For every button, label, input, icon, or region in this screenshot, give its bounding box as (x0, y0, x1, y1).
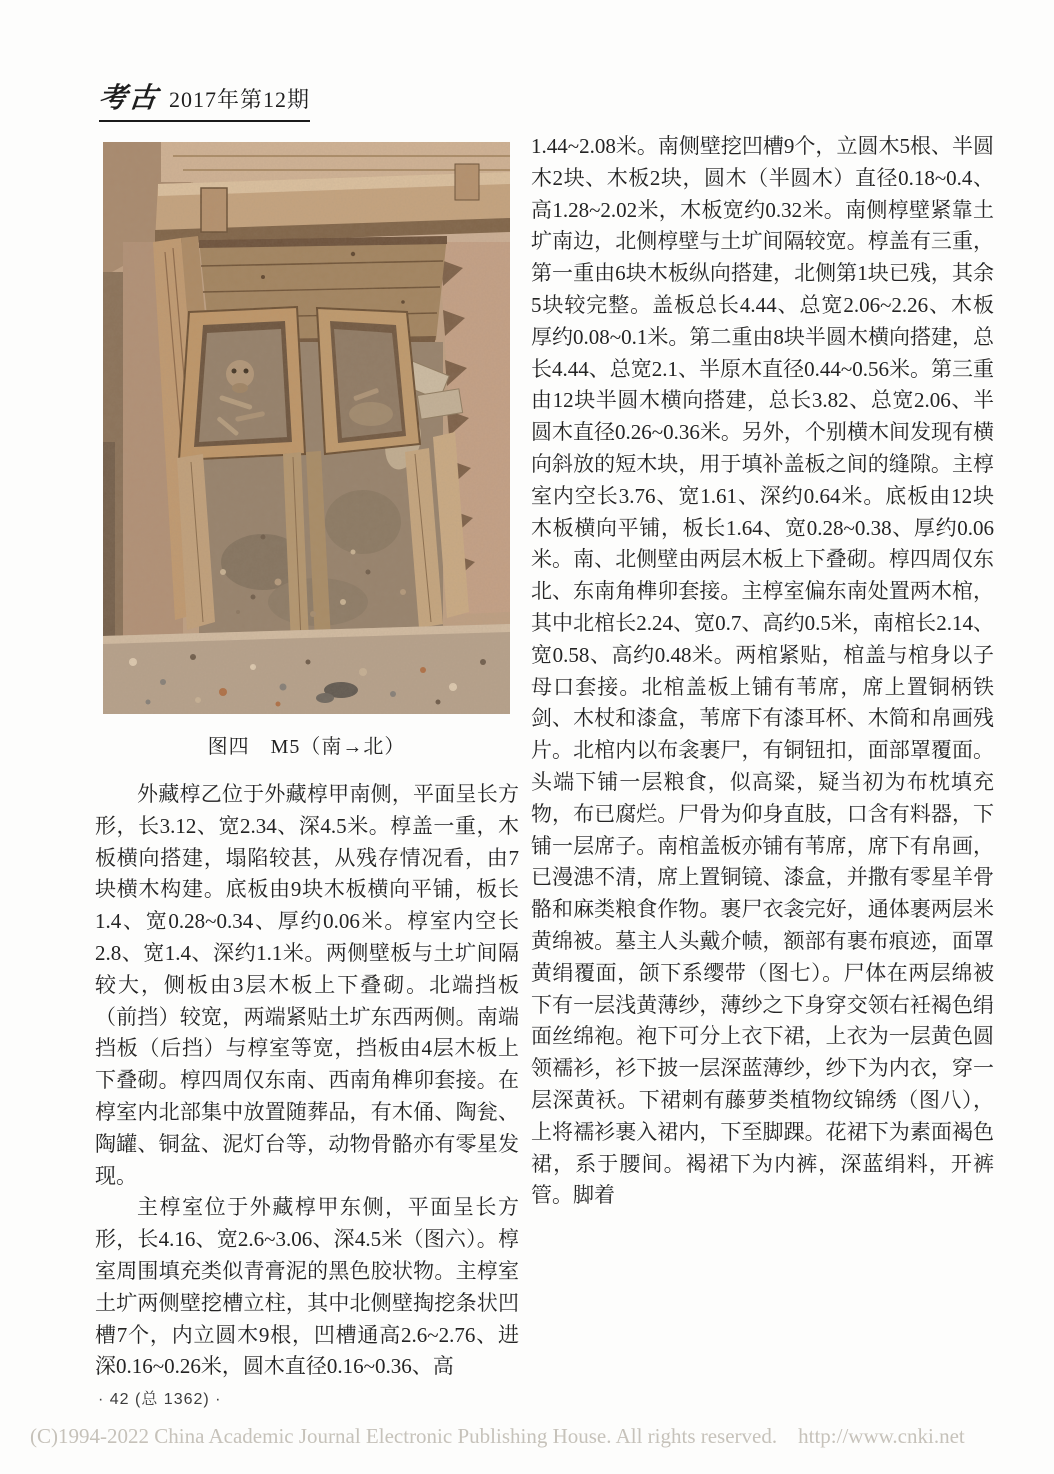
excavation-photo-art (103, 142, 510, 714)
figure-4 (103, 142, 510, 759)
paragraph-outer-coffin-b: 外藏椁乙位于外藏椁甲南侧，平面呈长方形，长3.12、宽2.34、深4.5米。椁盖一重，木板横向搭建，塌陷较甚，从残存情况看，由7块横木构建。底板由9块木板横向平铺，板长1.4、宽0.28~0.34、厚约0.06米。椁室内空长2.8、宽1.4、深约1.1米。两侧壁板与土圹间隔较大，侧板由3层木板上下叠砌。北端挡板（前挡）较宽，两端紧贴土圹东西两侧。南端挡板（后挡）与椁室等宽，挡板由4层木板上下叠砌。椁四周仅东南、西南角榫卯套接。在椁室内北部集中放置随葬品，有木俑、陶瓮、陶罐、铜盆、泥灯台等，动物骨骼亦有零星发现。 (95, 782, 519, 1188)
journal-header (99, 76, 310, 122)
paragraph-continuation: 1.44~2.08米。南侧壁挖凹槽9个，立圆木5根、半圆木2块、木板2块，圆木（半圆木）直径0.18~0.4、高1.28~2.02米，木板宽约0.32米。南侧椁壁紧靠土圹南边，北侧椁壁与土圹间隔较宽。椁盖有三重，第一重由6块木板纵向搭建，北侧第1块已残，其余5块较完整。盖板总长4.44、总宽2.06~2.26、木板厚约0.08~0.1米。第二重由8块半圆木横向搭建，总长4.44、总宽2.1、半原木直径0.44~0.56米。第三重由12块半圆木横向搭建，总长3.82、总宽2.06、半圆木直径0.26~0.36米。另外，个别横木间发现有横向斜放的短木块，用于填补盖板之间的缝隙。主椁室内空长3.76、宽1.61、深约0.64米。底板由12块木板横向平铺，板长1.64、宽0.28~0.38、厚约0.06米。南、北侧壁由两层木板上下叠砌。椁四周仅东北、东南角榫卯套接。主椁室偏东南处置两木棺，其中北棺长2.24、宽0.7、高约0.5米，南棺长2.14、宽0.58、高约0.48米。两棺紧贴，棺盖与棺身以子母口套接。北棺盖板上铺有苇席，席上置铜柄铁剑、木杖和漆盒，苇席下有漆耳杯、木简和帛画残片。北棺内以布衾裹尸，有铜钮扣，面部罩覆面。头端下铺一层粮食，似高粱，疑当初为布枕填充物，布已腐烂。尸骨为仰身直肢，口含有料器，下铺一层席子。南棺盖板亦铺有苇席，席下有帛画，已漫漶不清，席上置铜镜、漆盒，并撒有零星羊骨骼和麻类粮食作物。裹尸衣衾完好，通体裹两层米黄绵被。墓主人头戴介帻，额部有裹布痕迹，面罩黄绢覆面，颌下系缨带（图七）。尸体在两层绵被下有一层浅黄薄纱，薄纱之下身穿交领右衽褐色绢面丝绵袍。袍下可分上衣下裙，上衣为一层黄色圆领襦衫，衫下披一层深蓝薄纱，纱下为内衣，穿一层深黄袄。下裙刺有藤萝类植物纹锦绣（图八），上将襦衫裹入裙内，下至脚踝。花裙下为素面褐色裙，系于腰间。褐裙下为内裤，深蓝绢料，开裤管。脚着 (531, 134, 994, 1208)
excavation-photo (103, 142, 510, 714)
copyright-watermark: (C)1994-2022 China Academic Journal Electronic Publishing House. All rights reserved. http://www.cnki.net (30, 1424, 965, 1448)
journal-issue-label: 2017年第12期 (169, 87, 311, 112)
right-text-column (531, 131, 994, 1212)
page-number: · 42 (总 1362) · (98, 1391, 222, 1408)
figure-caption: 图四 M5（南→北） (207, 736, 406, 758)
left-text-column (95, 779, 519, 1383)
journal-logo: 考古 (97, 83, 161, 114)
photo-mottle-overlay (103, 142, 510, 714)
paragraph-main-chamber: 主椁室位于外藏椁甲东侧，平面呈长方形，长4.16、宽2.6~3.06、深4.5米（图六）。椁室周围填充类似青膏泥的黑色胶状物。主椁室土圹两侧壁挖槽立柱，其中北侧壁掏挖条状凹槽7个，内立圆木9根，凹槽通高2.6~2.76、进深0.16~0.26米，圆木直径0.16~0.36、高 (95, 1195, 519, 1379)
